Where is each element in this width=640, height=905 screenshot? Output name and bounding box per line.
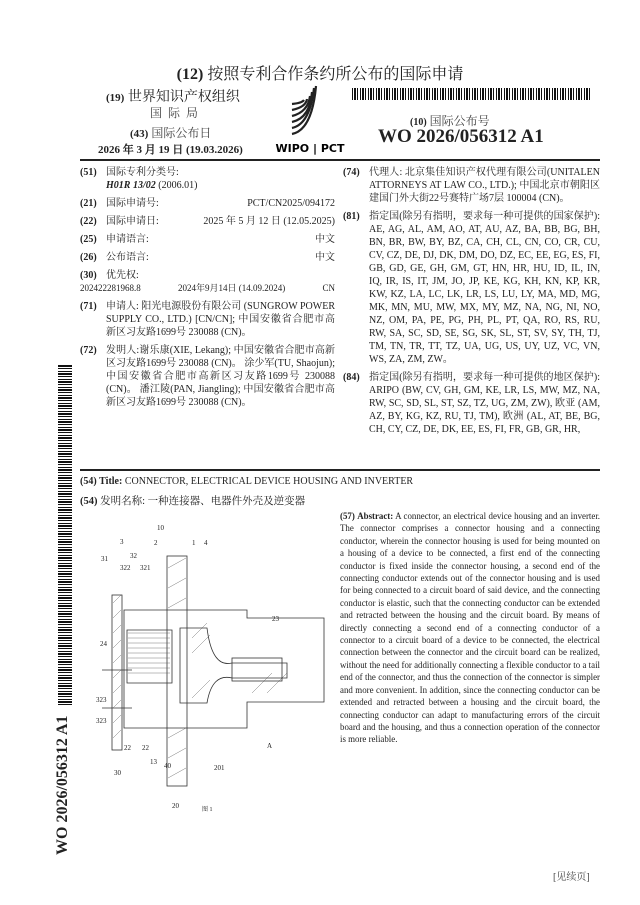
wipo-logo: [270, 80, 350, 155]
right-bibliographic-column: [343, 166, 600, 441]
side-barcode: [58, 365, 72, 705]
label-32: 32: [130, 552, 137, 560]
designated-states-national: (81) 指定国(除另有指明，要求每一种可提供的国家保护): AE, AG, AL, AM, AO, AT, AU, AZ, BA, BB, BG, BH, BN, BR, BW, BY, BZ, CA, CH, CL, CN, CO, CR, CU, CV, CZ, DE, DJ, DK, DM, DO, DZ, EC, EE, EG, ES, FI, GB, GD, GE, GH, GM, GT, HN, HR, HU, ID, IL, IN, IQ, IR, IS, IT, JM, JO, JP, KE, KG, KH, KN, KP, KR, KW, KZ, LA, LC, LK, LR, LS, LU, LY, MA, MD, MG, MK, MN, MU, MW, MX, MY, MZ, NA, NG, NI, NO, NZ, OM, PA, PE, PG, PH, PL, PT, QA, RO, RS, RU, RW, SA, SC, SD, SE, SG, SK, SL, ST, SV, SY, TH, TJ, TM, TN, TR, TT, TZ, UA, UG, US, UY, UZ, VC, VN, WS, ZA, ZM, ZW。: [343, 211, 600, 365]
designated-states-regional: (84) 指定国(除另有指明，要求每一种可提供的地区保护): ARIPO (BW, CV, GH, GM, KE, LR, LS, MW, MZ, NA, RW, SC, SD, SL, ST, SZ, TZ, UG, ZM, ZW), 欧亚 (AM, AZ, BY, KG, KZ, RU, TJ, TM), 欧洲 (AL, AT, BE, BG, CH, CY, CZ, DE, DK, EE, ES, FI, FR, GB, GR, HR,: [343, 372, 600, 435]
publication-language: (26) 公布语言: 中文: [80, 252, 335, 263]
label-40: 40: [164, 762, 171, 770]
label-201: 201: [214, 764, 225, 772]
left-bibliographic-column: [80, 166, 335, 414]
bureau: 国际局: [150, 106, 205, 120]
label-13: 13: [150, 758, 157, 766]
inventors: (72) 发明人:谢乐康(XIE, Lekang); 中国安徽省合肥市高新区习友路1699号 230088 (CN)。 涂少军(TU, Shaojun); 中国安徽省合肥市高新区习友路1699号 230088 (CN)。 潘江陵(PAN, Jiangling); 中国安徽省合肥市高新区习友路1699号 230088 (CN)。: [80, 345, 335, 408]
figure-caption: 图 1: [202, 807, 213, 813]
barcode: [352, 88, 592, 100]
patent-drawing: [92, 518, 332, 818]
filing-date: (22) 国际申请日: 2025 年 5 月 12 日 (12.05.2025): [80, 216, 335, 227]
organization: (19) 世界知识产权组织: [106, 90, 240, 105]
agent: (74) 代理人: 北京集佳知识产权代理有限公司(UNITALEN ATTORNEYS AT LAW CO., LTD.); 中国北京市朝阳区建国门外大街22号赛特广场7层 100004 (CN)。: [343, 167, 600, 204]
label-2: 2: [154, 539, 158, 547]
label-22: 22: [142, 744, 149, 752]
pub-number-label: (10) 国际公布号: [410, 114, 490, 128]
wipo-logo-text: WIPO | PCT: [275, 142, 345, 155]
side-pub-number: WO 2026/056312 A1: [54, 715, 71, 855]
label-22: 22: [124, 744, 131, 752]
pub-number: WO 2026/056312 A1: [378, 126, 544, 147]
figure-labels: [96, 524, 280, 813]
priority: (30) 优先权: 202422281968.8 2024年9月14日 (14.09.2024) CN: [80, 270, 335, 293]
applicant: (71) 申请人: 阳光电源股份有限公司 (SUNGROW POWER SUPPLY CO., LTD.) [CN/CN]; 中国安徽省合肥市高新区习友路1699号 230088 (CN)。: [80, 301, 335, 338]
label-10: 10: [157, 524, 164, 532]
label-1: 1: [192, 539, 196, 547]
pub-date-label: (43) 国际公布日: [130, 126, 212, 140]
label-323: 323: [96, 696, 107, 704]
label-30: 30: [114, 769, 121, 777]
label-4: 4: [204, 539, 208, 547]
label-a: A: [267, 742, 273, 750]
continued-marker: [见续页]: [553, 872, 590, 883]
ipc-field: (51) 国际专利分类号: H01R 13/02 (2006.01): [80, 167, 198, 191]
application-number: (21) 国际申请号: PCT/CN2025/094172: [80, 198, 335, 209]
label-321: 321: [140, 564, 151, 572]
filing-language: (25) 申请语言: 中文: [80, 234, 335, 245]
label-24: 24: [100, 640, 107, 648]
label-31: 31: [101, 555, 108, 563]
label-322: 322: [120, 564, 131, 572]
pub-date: 2026 年 3 月 19 日 (19.03.2026): [98, 144, 243, 156]
abstract: (57) Abstract: A connector, an electrical device housing and an inverter. The connector comprises a connector housing and a connecting conductor, wherein the connector housing is used for being mounted on a housing of a device to be connected, a first end of the connecting conductor is fixed inside the connector housing, a second end of the connecting conductor extends out of the connector housing and is used for being connected to a circuit board of said device, and the connecting conductor is elastic, such that the connecting conductor can be extended and retracted between the housing and the circuit board. By means of directly connecting a second end of a connecting conductor of a connector to a circuit board of a device to be connected, the electrical connection between the connector and the circuit board can be realized, without the need for additionally connecting a flexible conductor to a tail end of the connector, and thus the connection of the connector is simpler and more convenient. In addition, since the connecting conductor can be extended and retracted between a housing and the circuit board, the connecting conductor can adapt to manufacturing errors of the circuit board and the housing, and thus a connection operation of the connector is more reliable.: [340, 511, 600, 745]
divider: [80, 469, 600, 471]
label-20: 20: [172, 802, 179, 810]
title-en: (54) Title: CONNECTOR, ELECTRICAL DEVICE HOUSING AND INVERTER: [80, 476, 414, 487]
title-cn: (54) 发明名称: 一种连接器、电器件外壳及逆变器: [80, 496, 306, 507]
label-323: 323: [96, 717, 107, 725]
label-3: 3: [120, 538, 124, 546]
divider: [80, 159, 600, 161]
label-23: 23: [272, 615, 279, 623]
document-kind: (12) 按照专利合作条约所公布的国际申请: [176, 66, 464, 83]
